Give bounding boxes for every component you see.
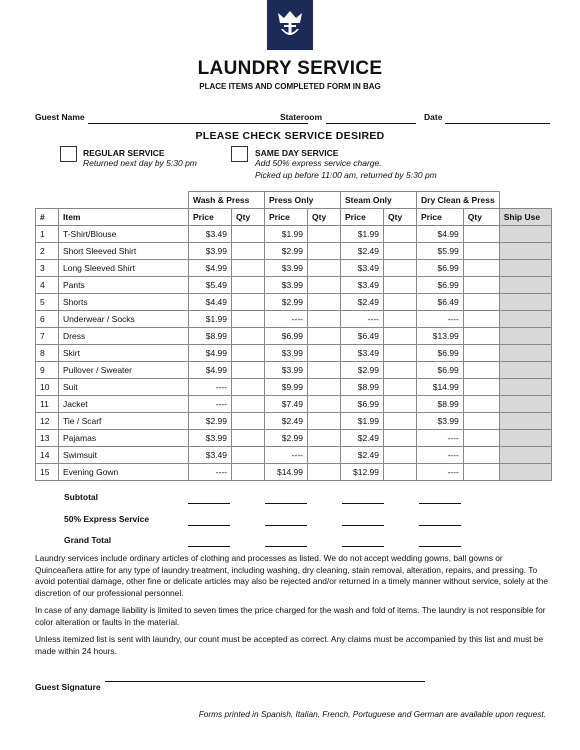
- row-item: T-Shirt/Blouse: [59, 226, 189, 243]
- crown-anchor-icon: [273, 9, 307, 41]
- total-field[interactable]: [419, 525, 461, 526]
- total-field[interactable]: [419, 546, 461, 547]
- row-qty-field[interactable]: [232, 345, 265, 362]
- row-qty-field[interactable]: [308, 464, 341, 481]
- row-qty-field[interactable]: [463, 294, 499, 311]
- row-item: Long Sleeved Shirt: [59, 260, 189, 277]
- price-table: [35, 191, 552, 481]
- row-price: ----: [417, 464, 464, 481]
- row-number: 6: [36, 311, 59, 328]
- row-qty-field[interactable]: [308, 226, 341, 243]
- stateroom-field[interactable]: [326, 123, 416, 124]
- row-price: $4.99: [417, 226, 464, 243]
- date-field[interactable]: [445, 123, 550, 124]
- row-price: $6.99: [417, 277, 464, 294]
- row-price: $3.49: [341, 260, 384, 277]
- row-price: $2.99: [265, 294, 308, 311]
- table-row: [36, 226, 552, 243]
- row-qty-field[interactable]: [463, 447, 499, 464]
- row-item: Pants: [59, 277, 189, 294]
- row-price: $3.99: [265, 345, 308, 362]
- row-ship-use: [499, 345, 551, 362]
- row-price: $14.99: [265, 464, 308, 481]
- regular-service-title: REGULAR SERVICE: [83, 148, 165, 158]
- row-qty-field[interactable]: [308, 379, 341, 396]
- row-qty-field[interactable]: [384, 430, 417, 447]
- row-qty-field[interactable]: [384, 311, 417, 328]
- row-ship-use: [499, 243, 551, 260]
- row-price: $3.49: [189, 226, 232, 243]
- row-qty-field[interactable]: [308, 362, 341, 379]
- row-qty-field[interactable]: [384, 260, 417, 277]
- row-price: $3.49: [341, 345, 384, 362]
- row-ship-use: [499, 413, 551, 430]
- total-field[interactable]: [342, 503, 384, 504]
- row-qty-field[interactable]: [308, 345, 341, 362]
- row-number: 10: [36, 379, 59, 396]
- row-qty-field[interactable]: [463, 396, 499, 413]
- row-qty-field[interactable]: [308, 396, 341, 413]
- row-qty-field[interactable]: [308, 294, 341, 311]
- row-price: $6.49: [341, 328, 384, 345]
- row-item: Jacket: [59, 396, 189, 413]
- row-number: 1: [36, 226, 59, 243]
- row-price: $7.49: [265, 396, 308, 413]
- row-price: $2.99: [265, 430, 308, 447]
- row-price: ----: [265, 311, 308, 328]
- col-price: Price: [189, 209, 232, 226]
- guest-signature-label: Guest Signature: [35, 682, 101, 692]
- row-ship-use: [499, 464, 551, 481]
- table-row: [36, 464, 552, 481]
- regular-service-desc: Returned next day by 5:30 pm: [83, 158, 197, 168]
- row-qty-field[interactable]: [232, 430, 265, 447]
- row-qty-field[interactable]: [232, 226, 265, 243]
- row-price: $9.99: [265, 379, 308, 396]
- col-qty: Qty: [308, 209, 341, 226]
- table-row: [36, 260, 552, 277]
- row-number: 15: [36, 464, 59, 481]
- row-qty-field[interactable]: [384, 447, 417, 464]
- total-field[interactable]: [265, 525, 307, 526]
- table-row: [36, 430, 552, 447]
- row-ship-use: [499, 294, 551, 311]
- row-ship-use: [499, 328, 551, 345]
- col-number: #: [36, 209, 59, 226]
- row-qty-field[interactable]: [232, 277, 265, 294]
- footer-note: Forms printed in Spanish, Italian, French, Portuguese and German are available upon request.: [198, 709, 546, 719]
- group-header-row: [36, 192, 552, 209]
- row-qty-field[interactable]: [308, 260, 341, 277]
- row-qty-field[interactable]: [232, 260, 265, 277]
- page-title: LAUNDRY SERVICE: [197, 58, 383, 79]
- row-price: $2.49: [341, 430, 384, 447]
- row-qty-field[interactable]: [384, 294, 417, 311]
- row-item: Pajamas: [59, 430, 189, 447]
- col-qty: Qty: [463, 209, 499, 226]
- policy-paragraph: Laundry services include ordinary articles of clothing and processes as listed. We do not accept wedding gowns, ball gowns or Quinceañera attire for any type of laundry treatment, including washing, dry cleaning, stain removal, alteration, repairs, and pressing. To avoid potential damage, other fine or delicate articles may also be rejected and/or returned in a timely manner without service, solely at the discretion of our professional personnel.: [35, 553, 549, 598]
- row-qty-field[interactable]: [463, 413, 499, 430]
- regular-service-checkbox[interactable]: [60, 146, 77, 162]
- row-qty-field[interactable]: [384, 396, 417, 413]
- row-price: ----: [417, 447, 464, 464]
- row-qty-field[interactable]: [232, 396, 265, 413]
- row-number: 13: [36, 430, 59, 447]
- row-qty-field[interactable]: [384, 362, 417, 379]
- row-qty-field[interactable]: [463, 260, 499, 277]
- row-ship-use: [499, 311, 551, 328]
- row-number: 5: [36, 294, 59, 311]
- row-price: $2.99: [341, 362, 384, 379]
- row-item: Underwear / Socks: [59, 311, 189, 328]
- row-qty-field[interactable]: [463, 464, 499, 481]
- row-qty-field[interactable]: [232, 328, 265, 345]
- row-price: $14.99: [417, 379, 464, 396]
- row-item: Tie / Scarf: [59, 413, 189, 430]
- row-qty-field[interactable]: [384, 226, 417, 243]
- row-price: $3.99: [265, 362, 308, 379]
- row-item: Swimsuit: [59, 447, 189, 464]
- row-qty-field[interactable]: [463, 362, 499, 379]
- row-price: $2.99: [189, 413, 232, 430]
- table-row: [36, 345, 552, 362]
- row-number: 4: [36, 277, 59, 294]
- row-price: $6.99: [341, 396, 384, 413]
- row-price: $4.99: [189, 362, 232, 379]
- table-row: [36, 243, 552, 260]
- group-wash-press: Wash & Press: [189, 192, 265, 209]
- cruise-line-logo: [267, 0, 313, 50]
- row-price: $5.99: [417, 243, 464, 260]
- row-qty-field[interactable]: [463, 345, 499, 362]
- total-field[interactable]: [265, 503, 307, 504]
- row-qty-field[interactable]: [232, 362, 265, 379]
- row-price: $4.99: [189, 345, 232, 362]
- col-qty: Qty: [232, 209, 265, 226]
- row-price: ----: [189, 379, 232, 396]
- page-subtitle: PLACE ITEMS AND COMPLETED FORM IN BAG: [199, 82, 381, 91]
- row-qty-field[interactable]: [463, 243, 499, 260]
- guest-signature-field[interactable]: [105, 681, 425, 682]
- group-steam-only: Steam Only: [341, 192, 417, 209]
- col-ship-use: Ship Use: [499, 209, 551, 226]
- row-qty-field[interactable]: [232, 294, 265, 311]
- row-item: Suit: [59, 379, 189, 396]
- row-price: $6.99: [265, 328, 308, 345]
- col-item: Item: [59, 209, 189, 226]
- group-press-only: Press Only: [265, 192, 341, 209]
- total-field[interactable]: [188, 503, 230, 504]
- row-qty-field[interactable]: [384, 277, 417, 294]
- table-row: [36, 396, 552, 413]
- col-price: Price: [341, 209, 384, 226]
- row-item: Short Sleeved Shirt: [59, 243, 189, 260]
- row-item: Shorts: [59, 294, 189, 311]
- row-price: $8.99: [189, 328, 232, 345]
- stateroom-label: Stateroom: [280, 112, 323, 122]
- row-item: Dress: [59, 328, 189, 345]
- same-day-service-checkbox[interactable]: [231, 146, 248, 162]
- table-row: [36, 447, 552, 464]
- row-price: $2.49: [341, 243, 384, 260]
- row-price: $1.99: [189, 311, 232, 328]
- row-qty-field[interactable]: [463, 430, 499, 447]
- row-price: $3.49: [341, 277, 384, 294]
- row-price: $1.99: [265, 226, 308, 243]
- guest-name-field[interactable]: [88, 123, 308, 124]
- row-price: $8.99: [341, 379, 384, 396]
- row-price: ----: [417, 430, 464, 447]
- column-header-row: [36, 209, 552, 226]
- row-price: ----: [417, 311, 464, 328]
- row-qty-field[interactable]: [384, 328, 417, 345]
- row-number: 8: [36, 345, 59, 362]
- table-row: [36, 311, 552, 328]
- row-qty-field[interactable]: [463, 226, 499, 243]
- row-price: $13.99: [417, 328, 464, 345]
- row-price: ----: [189, 396, 232, 413]
- row-ship-use: [499, 362, 551, 379]
- total-field[interactable]: [188, 546, 230, 547]
- row-ship-use: [499, 260, 551, 277]
- row-number: 14: [36, 447, 59, 464]
- row-price: $3.99: [189, 430, 232, 447]
- row-qty-field[interactable]: [308, 430, 341, 447]
- row-qty-field[interactable]: [384, 345, 417, 362]
- row-price: ----: [189, 464, 232, 481]
- col-qty: Qty: [384, 209, 417, 226]
- col-price: Price: [265, 209, 308, 226]
- row-ship-use: [499, 396, 551, 413]
- total-field[interactable]: [342, 546, 384, 547]
- row-qty-field[interactable]: [384, 243, 417, 260]
- row-price: $1.99: [341, 226, 384, 243]
- row-item: Evening Gown: [59, 464, 189, 481]
- row-ship-use: [499, 226, 551, 243]
- table-row: [36, 294, 552, 311]
- row-price: $6.99: [417, 260, 464, 277]
- same-day-service-desc: Add 50% express service charge. Picked up before 11:00 am, returned by 5:30 pm: [255, 158, 437, 180]
- same-day-service-title: SAME DAY SERVICE: [255, 148, 339, 158]
- guest-info-row: [35, 112, 550, 126]
- row-price: ----: [265, 447, 308, 464]
- row-qty-field[interactable]: [232, 447, 265, 464]
- row-qty-field[interactable]: [232, 413, 265, 430]
- total-field[interactable]: [265, 546, 307, 547]
- row-qty-field[interactable]: [463, 328, 499, 345]
- row-number: 9: [36, 362, 59, 379]
- row-price: $3.99: [265, 260, 308, 277]
- row-qty-field[interactable]: [232, 464, 265, 481]
- row-qty-field[interactable]: [232, 243, 265, 260]
- row-ship-use: [499, 430, 551, 447]
- row-price: $2.99: [265, 243, 308, 260]
- row-price: $4.49: [189, 294, 232, 311]
- row-item: Pullover / Sweater: [59, 362, 189, 379]
- subtotal-label: Subtotal: [64, 492, 98, 502]
- row-price: $2.49: [341, 447, 384, 464]
- guest-name-label: Guest Name: [35, 112, 85, 122]
- row-number: 3: [36, 260, 59, 277]
- row-qty-field[interactable]: [463, 277, 499, 294]
- table-row: [36, 413, 552, 430]
- row-qty-field[interactable]: [308, 413, 341, 430]
- group-dry-clean-press: Dry Clean & Press: [417, 192, 500, 209]
- grand-total-label: Grand Total: [64, 535, 112, 545]
- row-price: $6.49: [417, 294, 464, 311]
- table-row: [36, 362, 552, 379]
- row-number: 12: [36, 413, 59, 430]
- row-qty-field[interactable]: [384, 464, 417, 481]
- date-label: Date: [424, 112, 443, 122]
- total-field[interactable]: [342, 525, 384, 526]
- service-heading: PLEASE CHECK SERVICE DESIRED: [195, 130, 385, 142]
- row-qty-field[interactable]: [384, 379, 417, 396]
- row-qty-field[interactable]: [232, 311, 265, 328]
- row-qty-field[interactable]: [308, 243, 341, 260]
- row-price: $5.49: [189, 277, 232, 294]
- row-item: Skirt: [59, 345, 189, 362]
- row-qty-field[interactable]: [463, 311, 499, 328]
- row-qty-field[interactable]: [308, 277, 341, 294]
- row-price: $3.99: [189, 243, 232, 260]
- row-price: $3.49: [189, 447, 232, 464]
- row-price: $3.99: [265, 277, 308, 294]
- row-price: $2.49: [341, 294, 384, 311]
- row-price: $6.99: [417, 345, 464, 362]
- row-ship-use: [499, 277, 551, 294]
- row-qty-field[interactable]: [232, 379, 265, 396]
- total-field[interactable]: [188, 525, 230, 526]
- table-row: [36, 379, 552, 396]
- row-price: $2.49: [265, 413, 308, 430]
- row-number: 2: [36, 243, 59, 260]
- row-qty-field[interactable]: [463, 379, 499, 396]
- liability-paragraph: In case of any damage liability is limited to seven times the price charged for the wash and fold of items. The laundry is not responsible for color alteration or faults in the material.: [35, 605, 546, 627]
- col-price: Price: [417, 209, 464, 226]
- table-row: [36, 328, 552, 345]
- row-price: $12.99: [341, 464, 384, 481]
- row-price: $3.99: [417, 413, 464, 430]
- express-service-label: 50% Express Service: [64, 514, 150, 524]
- claims-paragraph: Unless itemized list is sent with laundry, our count must be accepted as correct. Any claims must be accompanied by this list and must be made within 24 hours.: [35, 634, 544, 656]
- total-field[interactable]: [419, 503, 461, 504]
- row-ship-use: [499, 379, 551, 396]
- row-price: $4.99: [189, 260, 232, 277]
- row-qty-field[interactable]: [308, 447, 341, 464]
- row-price: $8.99: [417, 396, 464, 413]
- row-number: 7: [36, 328, 59, 345]
- row-ship-use: [499, 447, 551, 464]
- row-qty-field[interactable]: [384, 413, 417, 430]
- row-qty-field[interactable]: [308, 328, 341, 345]
- row-number: 11: [36, 396, 59, 413]
- row-price: $6.99: [417, 362, 464, 379]
- table-row: [36, 277, 552, 294]
- row-price: ----: [341, 311, 384, 328]
- row-qty-field[interactable]: [308, 311, 341, 328]
- row-price: $1.99: [341, 413, 384, 430]
